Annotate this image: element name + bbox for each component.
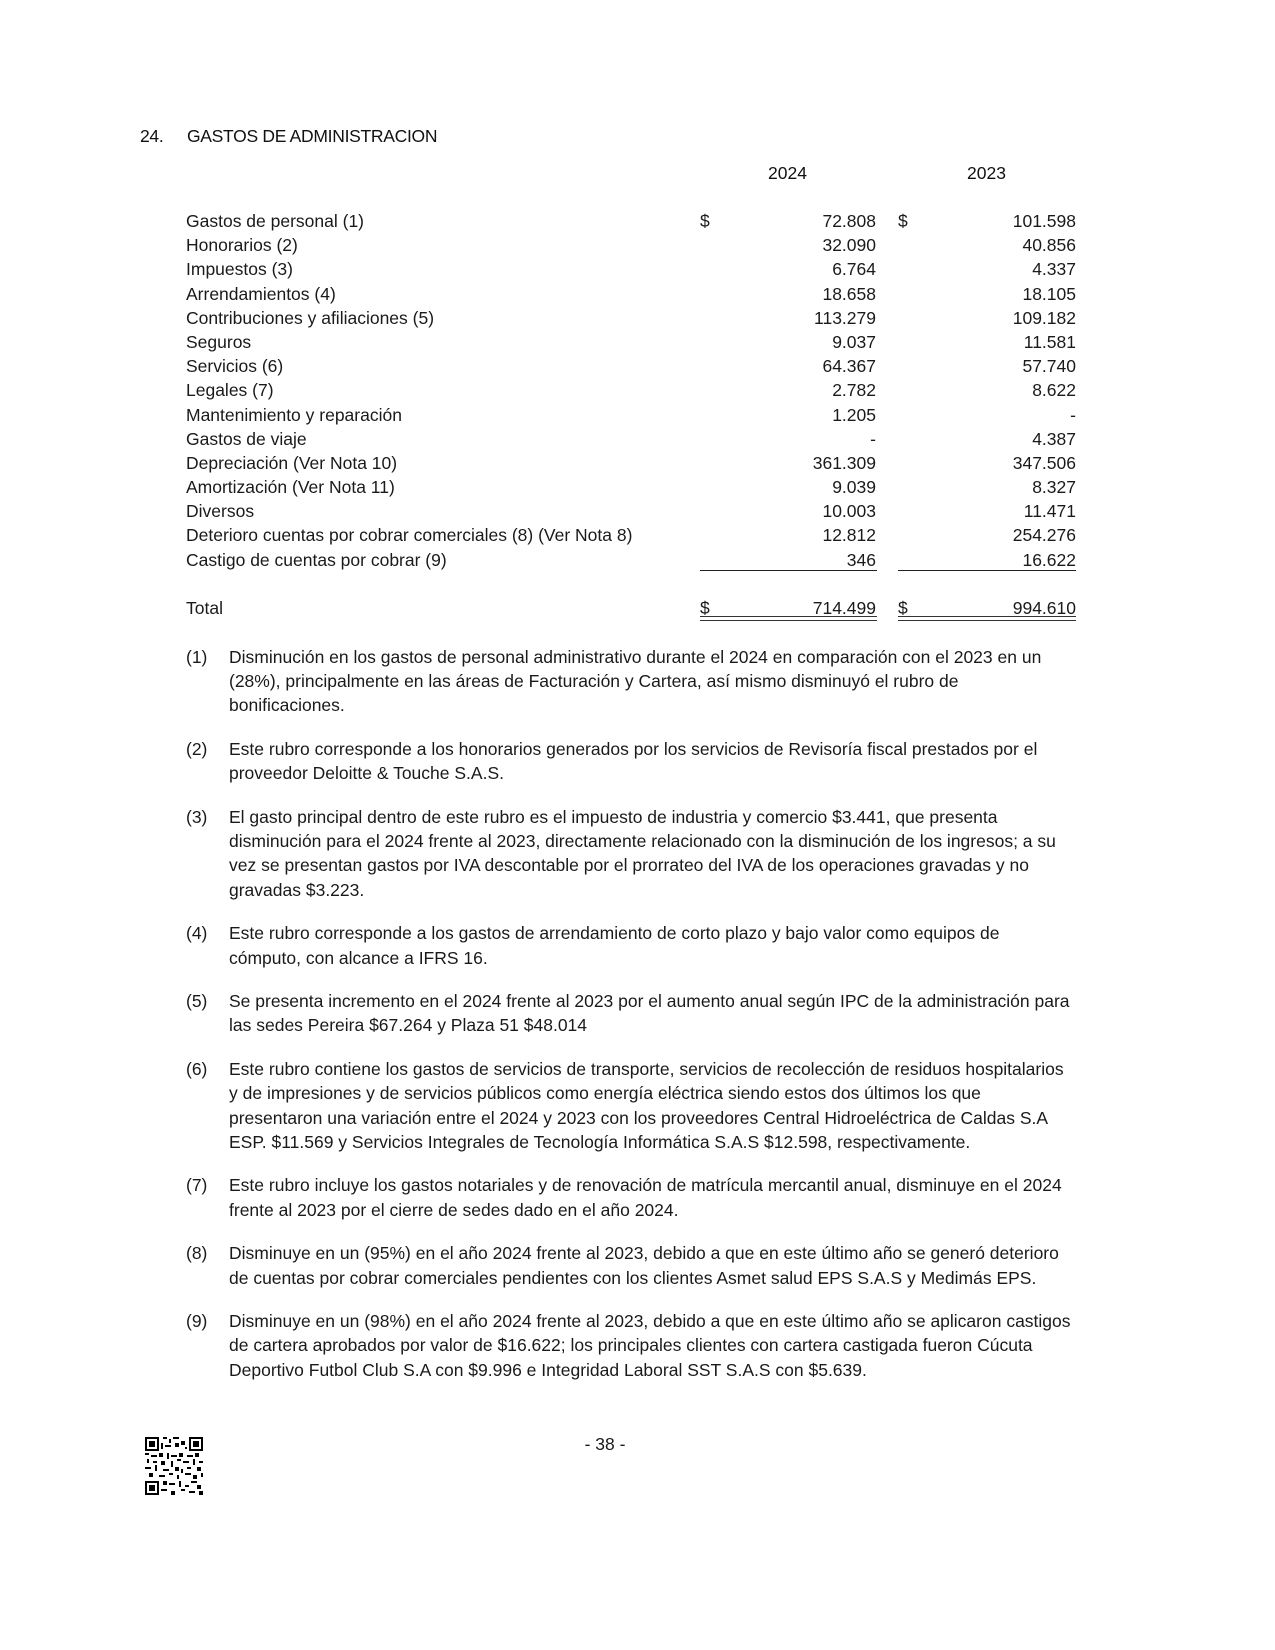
- footnotes: [186, 645, 1076, 1401]
- row-label: Contribuciones y afiliaciones (5): [186, 307, 435, 328]
- value-2023: 11.471: [1023, 501, 1076, 522]
- footnote-label: (3): [186, 807, 208, 828]
- value-2023: 11.581: [1023, 331, 1076, 352]
- value-2023: 347.506: [1012, 452, 1076, 473]
- section-title: GASTOS DE ADMINISTRACION: [187, 126, 438, 146]
- table-row: [186, 257, 1086, 281]
- row-label: Depreciación (Ver Nota 10): [186, 452, 398, 473]
- value-2024: 346: [846, 549, 876, 570]
- total-row: [186, 596, 1086, 620]
- row-label: Gastos de personal (1): [186, 211, 365, 231]
- column-header-2024: 2024: [768, 163, 807, 183]
- footnote-text: Este rubro corresponde a los gastos de arrendamiento de corto plazo y bajo valor como equipos de cómputo, con alcance a IFRS 16.: [229, 923, 1000, 968]
- table-row: [186, 403, 1086, 427]
- footnote: [186, 1241, 1076, 1289]
- footnote-label: (4): [186, 923, 208, 944]
- value-2023: 40.856: [1022, 235, 1076, 256]
- value-2023: 4.337: [1032, 259, 1076, 280]
- page-number: - 38 -: [584, 1434, 626, 1454]
- footnote-text: Disminuye en un (98%) en el año 2024 frente al 2023, debido a que en este último año se aplicaron castigos de cartera aprobados por valor de $16.622; los principales clientes con cartera castigada fueron Cúcuta Deportivo Futbol Club S.A con $9.996 e Integridad Laboral SST S.A.S con $5.639.: [229, 1311, 1071, 1380]
- column-header-2023: 2023: [967, 163, 1006, 183]
- value-2023: 4.387: [1032, 428, 1076, 449]
- value-2024: 10.003: [822, 501, 876, 522]
- footnote-label: (6): [186, 1059, 208, 1080]
- total-double-rule-2023: [898, 616, 1076, 621]
- subtotal-rule-2024: [700, 570, 877, 571]
- table-row: [186, 354, 1086, 378]
- table-row: [186, 378, 1086, 402]
- total-double-rule-2024: [700, 616, 877, 621]
- row-label: Impuestos (3): [186, 259, 293, 280]
- footnote: [186, 645, 1076, 718]
- table-row: [186, 233, 1086, 257]
- value-2024: 72.808: [822, 211, 876, 231]
- footnote-label: (9): [186, 1311, 208, 1332]
- footnote: [186, 737, 1076, 785]
- value-2024: 6.764: [832, 259, 876, 280]
- row-label: Amortización (Ver Nota 11): [186, 477, 395, 498]
- footnote: [186, 1309, 1076, 1382]
- section-heading: [140, 126, 437, 147]
- footnote-text: Disminución en los gastos de personal administrativo durante el 2024 en comparación con el 2023 en un (28%), principalmente en las áreas de Facturación y Cartera, así mismo disminuyó el rubro de bonificaciones.: [229, 647, 1042, 716]
- table-row: [186, 209, 1086, 233]
- row-label: Mantenimiento y reparación: [186, 404, 402, 425]
- footnote-label: (5): [186, 991, 208, 1012]
- footnote-text: Disminuye en un (95%) en el año 2024 frente al 2023, debido a que en este último año se generó deterioro de cuentas por cobrar comerciales pendientes con los clientes Asmet salud EPS S.A.S y Medimás EPS.: [229, 1243, 1059, 1288]
- value-2024: 32.090: [822, 235, 876, 256]
- footnote-text: Este rubro incluye los gastos notariales y de renovación de matrícula mercantil anual, disminuye en el 2024 frente al 2023 por el cierre de sedes dado en el año 2024.: [229, 1175, 1062, 1220]
- footnote: [186, 1057, 1076, 1154]
- currency-symbol: $: [700, 597, 710, 618]
- table-row: [186, 306, 1086, 330]
- value-2023: 57.740: [1022, 356, 1076, 377]
- value-2024: 12.812: [822, 525, 876, 546]
- row-label: Servicios (6): [186, 356, 284, 377]
- value-2024: 1.205: [832, 404, 876, 425]
- row-label: Seguros: [186, 331, 252, 352]
- table-row: [186, 330, 1086, 354]
- total-2023: 994.610: [1012, 597, 1076, 618]
- footnote-label: (7): [186, 1175, 208, 1196]
- total-2024: 714.499: [812, 597, 876, 618]
- currency-symbol: $: [898, 211, 908, 231]
- footnote-label: (2): [186, 739, 208, 760]
- table-row: [186, 523, 1086, 547]
- subtotal-rule-2023: [898, 570, 1076, 571]
- value-2023: 16.622: [1022, 549, 1076, 570]
- table-row: [186, 427, 1086, 451]
- value-2023: 101.598: [1012, 211, 1076, 231]
- table-row: [186, 451, 1086, 475]
- footnote: [186, 989, 1076, 1037]
- footnote-text: El gasto principal dentro de este rubro es el impuesto de industria y comercio $3.441, que presenta disminución para el 2024 frente al 2023, directamente relacionado con la disminución de los ingresos; a su vez se presentan gastos por IVA descontable por el prorrateo del IVA de los operaciones gravadas y no gravadas $3.223.: [229, 807, 1056, 900]
- row-label: Honorarios (2): [186, 235, 298, 256]
- footnote-text: Este rubro contiene los gastos de servicios de transporte, servicios de recolección de residuos hospitalarios y de impresiones y de servicios públicos como energía eléctrica siendo estos dos últimos los que presentaron una variación entre el 2024 y 2023 con los proveedores Central Hidroeléctrica de Caldas S.A ESP. $11.569 y Servicios Integrales de Tecnología Informática S.A.S $12.598, respectivamente.: [229, 1059, 1064, 1152]
- table-row: [186, 282, 1086, 306]
- currency-symbol: $: [898, 597, 908, 618]
- currency-symbol: $: [700, 211, 710, 231]
- value-2023: 109.182: [1012, 307, 1076, 328]
- value-2023: -: [1070, 404, 1076, 425]
- value-2023: 18.105: [1022, 283, 1076, 304]
- table-row: [186, 499, 1086, 523]
- table-row: [186, 548, 1086, 572]
- row-label: Diversos: [186, 501, 255, 522]
- footnote-label: (8): [186, 1243, 208, 1264]
- footnote: [186, 1173, 1076, 1221]
- value-2023: 254.276: [1012, 525, 1076, 546]
- value-2023: 8.622: [1032, 380, 1076, 401]
- row-label: Deterioro cuentas por cobrar comerciales (8) (Ver Nota 8): [186, 525, 633, 546]
- row-label: Gastos de viaje: [186, 428, 307, 449]
- section-number: 24.: [140, 126, 164, 146]
- value-2024: -: [870, 428, 876, 449]
- value-2024: 113.279: [814, 307, 876, 328]
- total-label: Total: [186, 597, 223, 618]
- footnote-text: Se presenta incremento en el 2024 frente al 2023 por el aumento anual según IPC de la administración para las sedes Pereira $67.264 y Plaza 51 $48.014: [229, 991, 1070, 1036]
- value-2024: 361.309: [812, 452, 876, 473]
- value-2024: 18.658: [822, 283, 876, 304]
- row-label: Arrendamientos (4): [186, 283, 336, 304]
- row-label: Legales (7): [186, 380, 274, 401]
- footnote-text: Este rubro corresponde a los honorarios generados por los servicios de Revisoría fiscal prestados por el proveedor Deloitte & Touche S.A.S.: [229, 739, 1038, 784]
- value-2024: 64.367: [822, 356, 876, 377]
- footnote-label: (1): [186, 647, 208, 667]
- value-2024: 9.037: [832, 331, 876, 352]
- value-2024: 2.782: [832, 380, 876, 401]
- row-label: Castigo de cuentas por cobrar (9): [186, 549, 447, 570]
- expenses-table: [186, 209, 1086, 620]
- table-row: [186, 475, 1086, 499]
- footnote: [186, 921, 1076, 969]
- footnote: [186, 805, 1076, 902]
- value-2023: 8.327: [1032, 477, 1076, 498]
- value-2024: 9.039: [832, 477, 876, 498]
